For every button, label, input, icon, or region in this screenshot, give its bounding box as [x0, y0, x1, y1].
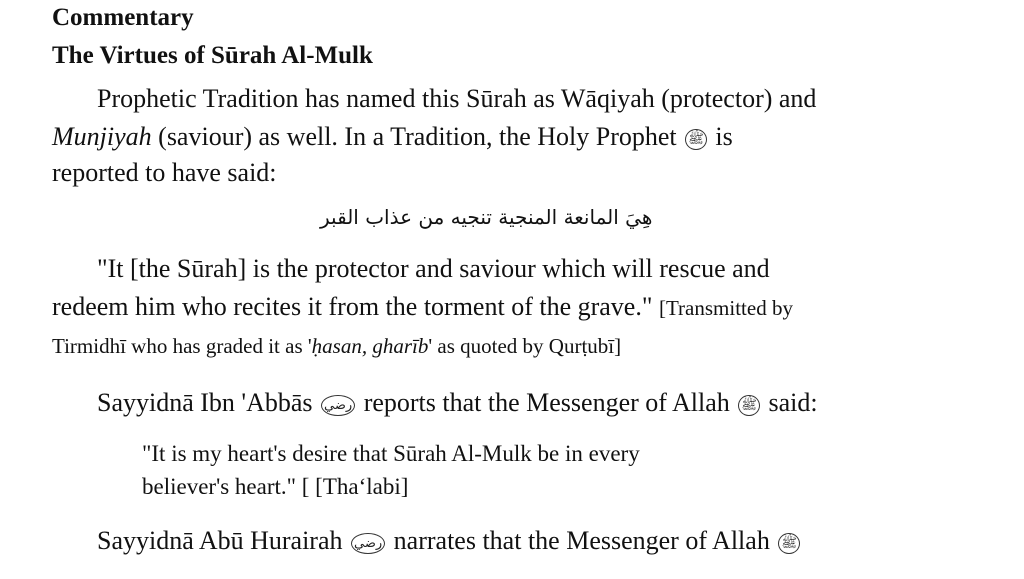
paragraph-1-line-1: Prophetic Tradition has named this Sūrah as Wāqiyah (protector) and — [97, 84, 817, 113]
prophet-honorific-icon: ﷺ — [685, 129, 707, 150]
paragraph-2-line-1: "It [the Sūrah] is the protector and saviour which will rescue and — [97, 254, 770, 283]
paragraph-2-line-3 — [52, 334, 621, 359]
paragraph-1-line-3: reported to have said: — [52, 158, 277, 187]
paragraph-3 — [97, 388, 818, 418]
prophet-honorific-icon: ﷺ — [738, 395, 760, 416]
paragraph-4 — [97, 526, 802, 556]
quote-line-2: believer's heart." [ [Thaʻlabi] — [142, 474, 409, 499]
quote-line-1: "It is my heart's desire that Sūrah Al-Mulk be in every — [142, 441, 640, 466]
arabic-quote: هِيَ المانعة المنجية تنجيه من عذاب القبر — [320, 205, 653, 229]
companion-honorific-icon: رضي — [321, 395, 355, 416]
paragraph-3-text-c: said: — [762, 388, 818, 417]
companion-honorific-icon: رضي — [351, 533, 385, 554]
citation-text: Tirmidhī who has graded it as ' — [52, 334, 312, 358]
paragraph-2-line-2 — [52, 292, 793, 322]
citation-start: [Transmitted by — [658, 296, 793, 320]
term-munjiyah: Munjiyah — [52, 122, 152, 151]
citation-grade: ḥasan, gharīb — [311, 334, 429, 358]
paragraph-1-text: (saviour) as well. In a Tradition, the Holy Prophet — [151, 122, 684, 151]
paragraph-1-line-2 — [52, 122, 733, 152]
paragraph-3-text-b: reports that the Messenger of Allah — [357, 388, 737, 417]
page-heading: Commentary — [52, 4, 194, 31]
section-title: The Virtues of Sūrah Al-Mulk — [52, 42, 373, 69]
paragraph-4-text-a: Sayyidnā Abū Hurairah — [97, 526, 350, 555]
paragraph-3-text-a: Sayyidnā Ibn 'Abbās — [97, 388, 320, 417]
paragraph-1-text-end: is — [708, 122, 733, 151]
citation-source: ' as quoted by Qurṭubī] — [428, 334, 622, 358]
paragraph-2-text: redeem him who recites it from the torment of the grave." — [52, 292, 659, 321]
prophet-honorific-icon: ﷺ — [778, 533, 800, 554]
paragraph-4-text-b: narrates that the Messenger of Allah — [387, 526, 777, 555]
